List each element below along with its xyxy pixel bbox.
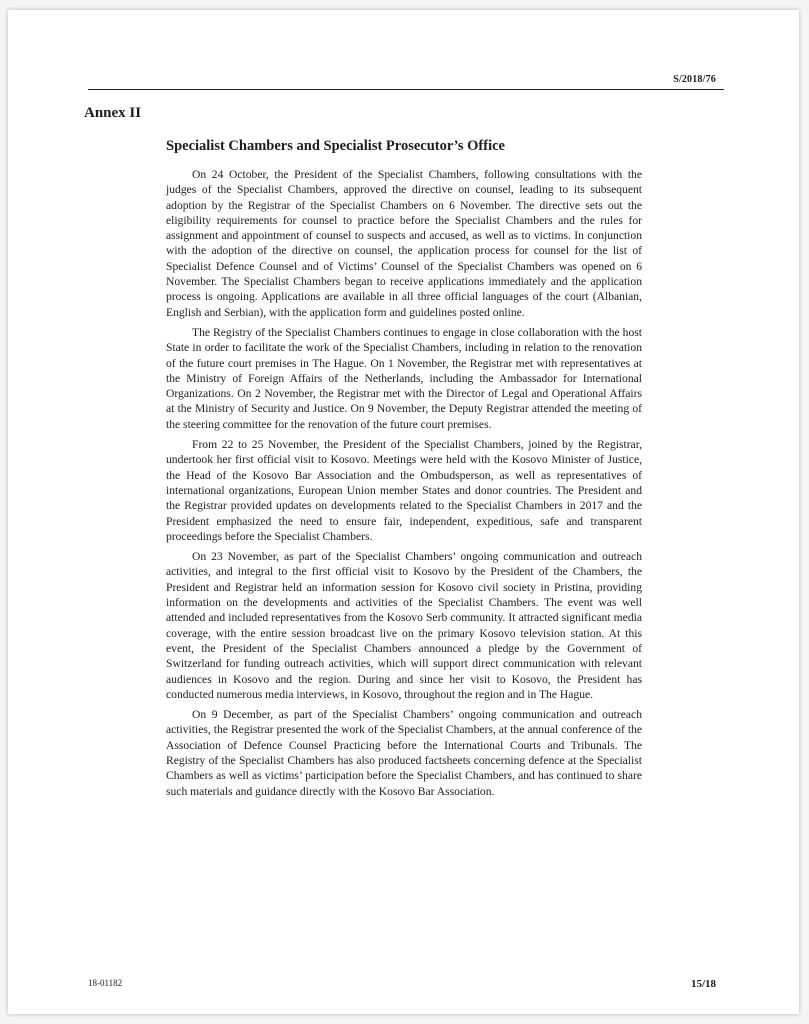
section-title: Specialist Chambers and Specialist Prosecutor’s Office xyxy=(166,138,505,154)
header-rule xyxy=(88,89,724,90)
annex-label: Annex II xyxy=(84,105,142,121)
paragraph: The Registry of the Specialist Chambers continues to engage in close collaboration with the host State in order to facilitate the work of the Specialist Chambers, including in relation to the renovation of the future court premises in The Hague. On 1 November, the Registrar met with representatives at the Ministry of Foreign Affairs of the Netherlands, including the Ambassador for International Organizations. On 2 November, the Registrar met with the Director of Legal and Operational Affairs at the Ministry of Security and Justice. On 9 November, the Deputy Registrar attended the meeting of the steering committee for the renovation of the future court premises. xyxy=(166,325,642,431)
footer-page-number: 15/18 xyxy=(690,978,716,990)
paragraph: From 22 to 25 November, the President of the Specialist Chambers, joined by the Registrar, undertook her first official visit to Kosovo. Meetings were held with the Kosovo Minister of Justice, the Head of the Kosovo Bar Association and the Ombudsperson, as well as representatives of international organizations, European Union member States and donor countries. The President and the Registrar provided updates on developments related to the Specialist Chambers in 2017 and the President emphasized the need to ensure fair, independent, expeditious, safe and transparent proceedings before the Specialist Chambers. xyxy=(166,438,642,543)
paragraph: On 23 November, as part of the Specialist Chambers’ ongoing communication and outreach activities, and integral to the first official visit to Kosovo by the President of the Chambers, the President and Registrar held an information session for Kosovo civil society in Pristina, providing information on the developments and activities of the Specialist Chambers. The event was well attended and included representatives from the Kosovo Serb community. It attracted significant media coverage, with the entire session broadcast live on the primary Kosovo television station. At this event, the President of the Specialist Chambers announced a pledge by the Government of Switzerland for funding outreach activities, which will support direct communication with relevant audiences in Kosovo and the region. During and since her visit to Kosovo, the President has conducted numerous media interviews, in Kosovo, throughout the region and in The Hague. xyxy=(166,550,642,701)
paragraph: On 24 October, the President of the Specialist Chambers, following consultations with the judges of the Specialist Chambers, approved the directive on counsel, leading to its subsequent adoption by the Registrar of the Specialist Chambers on 6 November. The directive sets out the eligibility requirements for counsel to practice before the Specialist Chambers and the rules for assignment and appointment of counsel to suspects and accused, as well as to victims. In conjunction with the adoption of the directive on counsel, the application process for counsel for the list of Specialist Defence Counsel and of Victims’ Counsel of the Specialist Chambers was opened on 6 November. The Specialist Chambers began to receive applications immediately and the application process is ongoing. Applications are available in all three official languages of the court (Albanian, English and Serbian), with the application form and guidelines posted online. xyxy=(166,168,642,319)
document-body xyxy=(166,167,642,804)
document-page xyxy=(8,10,799,1014)
footer-document-id: 18-01182 xyxy=(88,978,123,988)
document-symbol: S/2018/76 xyxy=(673,74,716,85)
paragraph: On 9 December, as part of the Specialist Chambers’ ongoing communication and outreach activities, the Registrar presented the work of the Specialist Chambers, at the annual conference of the Association of Defence Counsel Practicing before the International Courts and Tribunals. The Registry of the Specialist Chambers has also produced factsheets concerning defence at the Specialist Chambers as well as victims’ participation before the Specialist Chambers, and has continued to share such materials and guidance directly with the Kosovo Bar Association. xyxy=(166,708,642,798)
